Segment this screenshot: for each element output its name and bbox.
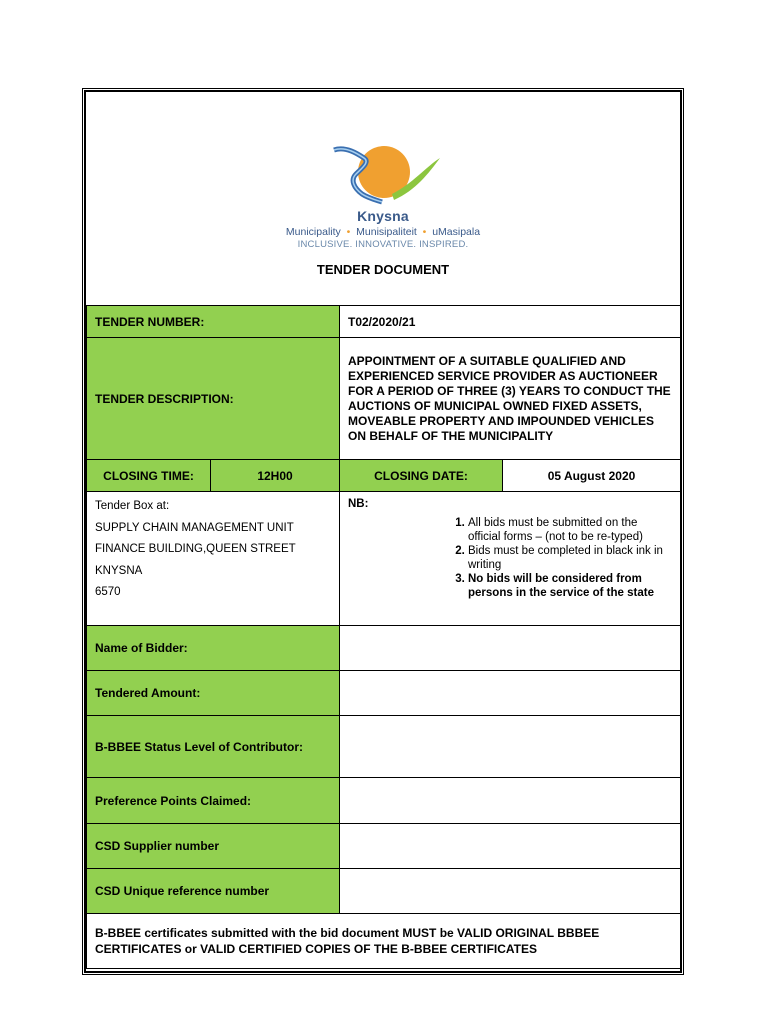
nb-list	[348, 516, 672, 600]
field-label-tendered-amount: Tendered Amount:	[87, 671, 340, 716]
csd-supplier-number-field[interactable]	[340, 824, 681, 869]
address-line: SUPPLY CHAIN MANAGEMENT UNIT	[95, 521, 294, 534]
field-row	[87, 626, 681, 671]
address-line: 6570	[95, 586, 121, 598]
tender-box-address	[87, 492, 340, 626]
closing-row	[87, 460, 681, 492]
tender-number-row	[87, 306, 681, 338]
closing-date-label: CLOSING DATE:	[340, 460, 503, 492]
closing-time-label: CLOSING TIME:	[87, 460, 211, 492]
preference-points-field[interactable]	[340, 778, 681, 824]
footer-note-row	[87, 914, 681, 969]
field-label-csd-supplier-number: CSD Supplier number	[87, 824, 340, 869]
address-line: FINANCE BUILDING,QUEEN STREET	[95, 543, 296, 555]
closing-date-value: 05 August 2020	[503, 460, 681, 492]
tendered-amount-field[interactable]	[340, 671, 681, 716]
document-frame	[84, 90, 682, 973]
brand-tagline: Municipality • Munisipaliteit • uMasipala	[285, 226, 481, 238]
name-of-bidder-field[interactable]	[340, 626, 681, 671]
field-label-bbbee-status: B-BBEE Status Level of Contributor:	[87, 716, 340, 778]
bbbee-status-field[interactable]	[340, 716, 681, 778]
tender-number-value: T02/2020/21	[340, 306, 681, 338]
field-label-csd-unique-reference: CSD Unique reference number	[87, 869, 340, 914]
footer-note: B-BBEE certificates submitted with the bid document MUST be VALID ORIGINAL BBBEE CERTIFICATES or VALID CERTIFIED COPIES OF THE B-BBEE CERTIFICATES	[87, 914, 681, 969]
tender-description-row	[87, 338, 681, 460]
brand-name: Knysna	[357, 208, 409, 224]
tender-description-label: TENDER DESCRIPTION:	[87, 338, 340, 460]
page-title: TENDER DOCUMENT	[316, 262, 450, 277]
field-row	[87, 716, 681, 778]
nb-item: 2. Bids must be completed in black ink in writing	[468, 544, 672, 572]
tender-number-label: TENDER NUMBER:	[87, 306, 340, 338]
address-nb-row	[87, 492, 681, 626]
field-label-preference-points: Preference Points Claimed:	[87, 778, 340, 824]
field-row	[87, 869, 681, 914]
field-row	[87, 824, 681, 869]
field-row	[87, 778, 681, 824]
nb-item: 3. No bids will be considered from persons in the service of the state	[468, 572, 672, 600]
logo-area	[86, 92, 680, 307]
address-heading: Tender Box at:	[95, 500, 170, 512]
closing-time-value: 12H00	[211, 460, 340, 492]
field-label-name-of-bidder: Name of Bidder:	[87, 626, 340, 671]
field-row	[87, 671, 681, 716]
csd-unique-reference-field[interactable]	[340, 869, 681, 914]
brand-slogan: INCLUSIVE. INNOVATIVE. INSPIRED.	[297, 239, 469, 250]
nb-item: 1. All bids must be submitted on the official forms – (not to be re-typed)	[468, 516, 672, 544]
nb-notes	[340, 492, 681, 626]
address-line: KNYSNA	[95, 564, 143, 577]
knysna-logo-icon	[332, 144, 442, 208]
tender-table	[86, 305, 681, 969]
nb-heading: NB:	[348, 498, 369, 510]
tender-description-value: APPOINTMENT OF A SUITABLE QUALIFIED AND EXPERIENCED SERVICE PROVIDER AS AUCTIONEER FOR A PERIOD OF THREE (3) YEARS TO CONDUCT THE AUCTIONS OF MUNICIPAL OWNED FIXED ASSETS, MOVEABLE PROPERTY AND IMPOUNDED VEHICLES ON BEHALF OF THE MUNICIPALITY	[340, 338, 681, 460]
